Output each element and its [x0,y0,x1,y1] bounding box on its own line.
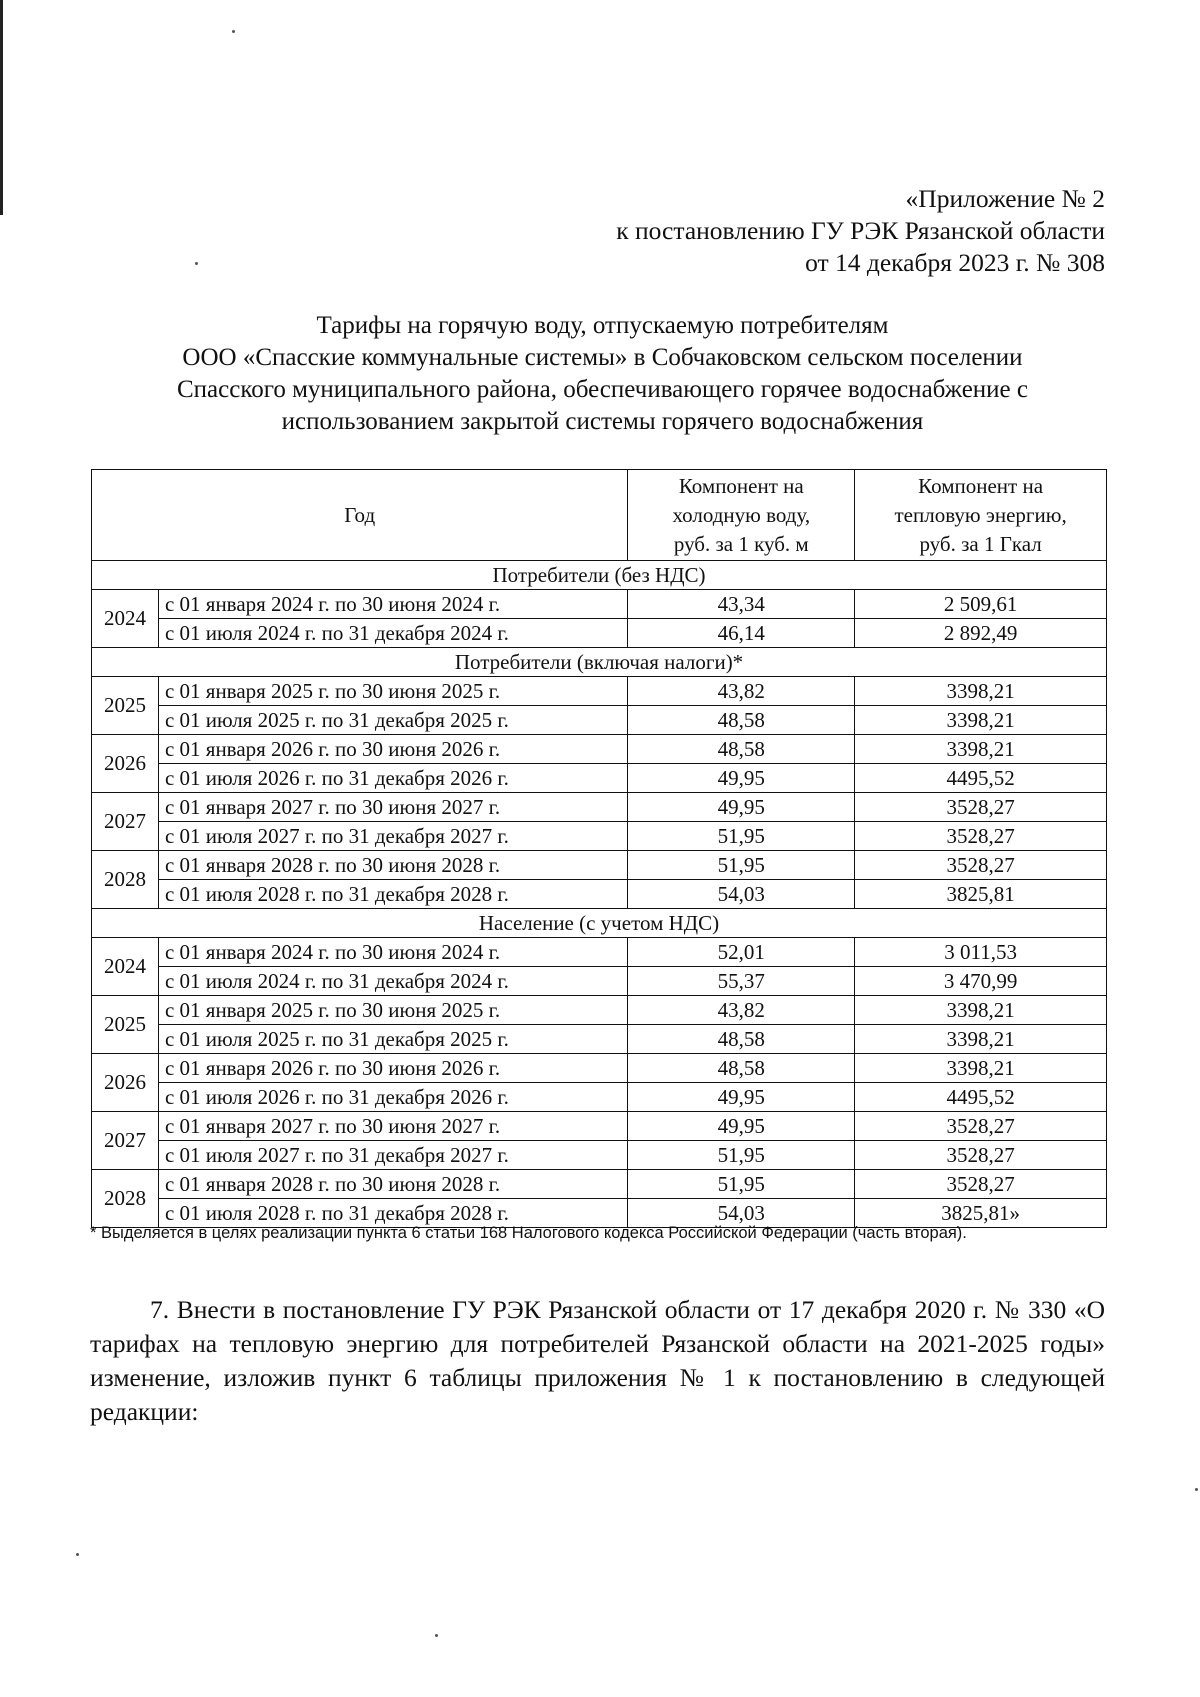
cold-water-cell: 43,82 [628,677,855,706]
period-cell: с 01 января 2024 г. по 30 июня 2024 г. [158,590,627,619]
cold-water-cell: 52,01 [628,938,855,967]
table-row [92,677,1107,706]
heat-energy-cell: 3825,81» [855,1199,1107,1228]
period-cell: с 01 июля 2024 г. по 31 декабря 2024 г. [158,967,627,996]
period-cell: с 01 января 2026 г. по 30 июня 2026 г. [158,735,627,764]
year-cell: 2024 [92,590,159,648]
table-row [92,938,1107,967]
period-cell: с 01 июля 2026 г. по 31 декабря 2026 г. [158,1083,627,1112]
period-cell: с 01 января 2025 г. по 30 июня 2025 г. [158,677,627,706]
cold-water-cell: 49,95 [628,793,855,822]
section-row [92,909,1107,938]
header-line: руб. за 1 Гкал [919,531,1042,556]
period-cell: с 01 июля 2026 г. по 31 декабря 2026 г. [158,764,627,793]
year-cell: 2025 [92,996,159,1054]
heat-energy-cell: 3528,27 [855,851,1107,880]
cold-water-cell: 51,95 [628,851,855,880]
heat-energy-cell: 3398,21 [855,996,1107,1025]
period-cell: с 01 июля 2027 г. по 31 декабря 2027 г. [158,822,627,851]
section-row [92,648,1107,677]
period-cell: с 01 января 2028 г. по 30 июня 2028 г. [158,851,627,880]
footnote: * Выделяется в целях реализации пункта 6 статьи 168 Налогового кодекса Российской Федерации (часть вторая). [90,1224,967,1242]
table-row [92,1141,1107,1170]
year-cell: 2025 [92,677,159,735]
period-cell: с 01 июля 2024 г. по 31 декабря 2024 г. [158,619,627,648]
table-row [92,1083,1107,1112]
header-year: Год [92,470,628,561]
period-cell: с 01 июля 2025 г. по 31 декабря 2025 г. [158,706,627,735]
table-row [92,706,1107,735]
section-row [92,561,1107,590]
cold-water-cell: 51,95 [628,1170,855,1199]
table-row [92,1054,1107,1083]
period-cell: с 01 января 2027 г. по 30 июня 2027 г. [158,1112,627,1141]
cold-water-cell: 43,82 [628,996,855,1025]
tariff-table [91,469,1107,1228]
heat-energy-cell: 3 011,53 [855,938,1107,967]
cold-water-cell: 48,58 [628,1054,855,1083]
table-row [92,793,1107,822]
year-cell: 2027 [92,1112,159,1170]
cold-water-cell: 49,95 [628,764,855,793]
appendix-title: «Приложение № 2 [905,184,1105,213]
period-cell: с 01 июля 2028 г. по 31 декабря 2028 г. [158,880,627,909]
cold-water-cell: 46,14 [628,619,855,648]
table-row [92,880,1107,909]
period-cell: с 01 января 2025 г. по 30 июня 2025 г. [158,996,627,1025]
table-row [92,764,1107,793]
table-row [92,822,1107,851]
table-row [92,619,1107,648]
section-title: Потребители (включая налоги)* [92,648,1107,677]
heat-energy-cell: 4495,52 [855,764,1107,793]
heat-energy-cell: 3 470,99 [855,967,1107,996]
period-cell: с 01 января 2024 г. по 30 июня 2024 г. [158,938,627,967]
heat-energy-cell: 3398,21 [855,1025,1107,1054]
heat-energy-cell: 3528,27 [855,822,1107,851]
scan-speck [1195,1488,1198,1491]
section-title: Потребители (без НДС) [92,561,1107,590]
title-line: использованием закрытой системы горячего водоснабжения [281,408,924,435]
year-cell: 2028 [92,1170,159,1228]
scan-speck [76,1553,79,1556]
header-line: руб. за 1 куб. м [673,531,809,556]
cold-water-cell: 48,58 [628,1025,855,1054]
heat-energy-cell: 3398,21 [855,677,1107,706]
period-cell: с 01 июля 2027 г. по 31 декабря 2027 г. [158,1141,627,1170]
heat-energy-cell: 3398,21 [855,1054,1107,1083]
heat-energy-cell: 4495,52 [855,1083,1107,1112]
period-cell: с 01 января 2026 г. по 30 июня 2026 г. [158,1054,627,1083]
section-title: Население (с учетом НДС) [92,909,1107,938]
year-cell: 2028 [92,851,159,909]
cold-water-cell: 54,03 [628,1199,855,1228]
table-row [92,1112,1107,1141]
header-line: Компонент на [678,473,804,498]
table-row [92,1170,1107,1199]
cold-water-cell: 54,03 [628,880,855,909]
heat-energy-cell: 3825,81 [855,880,1107,909]
table-row [92,996,1107,1025]
document-title [90,310,1115,438]
period-cell: с 01 января 2027 г. по 30 июня 2027 г. [158,793,627,822]
cold-water-cell: 49,95 [628,1083,855,1112]
title-line: ООО «Спасские коммунальные системы» в Собчаковском сельском поселении [182,344,1023,371]
header-heat-energy [855,470,1107,561]
table-row [92,851,1107,880]
cold-water-cell: 49,95 [628,1112,855,1141]
heat-energy-cell: 3398,21 [855,735,1107,764]
paragraph-7 [90,1293,1105,1429]
cold-water-cell: 48,58 [628,706,855,735]
cold-water-cell: 51,95 [628,822,855,851]
cold-water-cell: 48,58 [628,735,855,764]
cold-water-cell: 43,34 [628,590,855,619]
heat-energy-cell: 3528,27 [855,1141,1107,1170]
period-cell: с 01 января 2028 г. по 30 июня 2028 г. [158,1170,627,1199]
title-line: Тарифы на горячую воду, отпускаемую потребителям [316,312,889,339]
scan-speck [435,1634,438,1637]
scan-speck [195,262,198,265]
table-body [92,561,1107,1228]
heat-energy-cell: 3528,27 [855,1170,1107,1199]
table-row [92,967,1107,996]
header-cold-water [628,470,855,561]
appendix-reference: к постановлению ГУ РЭК Рязанской области [616,216,1105,245]
heat-energy-cell: 3398,21 [855,706,1107,735]
title-line: Спасского муниципального района, обеспечивающего горячее водоснабжение с [176,376,1028,403]
appendix-header [616,183,1105,279]
period-cell: с 01 июля 2028 г. по 31 декабря 2028 г. [158,1199,627,1228]
period-cell: с 01 июля 2025 г. по 31 декабря 2025 г. [158,1025,627,1054]
header-line: тепловую энергию, [894,502,1067,527]
cold-water-cell: 51,95 [628,1141,855,1170]
year-cell: 2024 [92,938,159,996]
heat-energy-cell: 3528,27 [855,793,1107,822]
year-cell: 2026 [92,1054,159,1112]
table-row [92,590,1107,619]
table-row [92,735,1107,764]
cold-water-cell: 55,37 [628,967,855,996]
heat-energy-cell: 2 892,49 [855,619,1107,648]
year-cell: 2026 [92,735,159,793]
heat-energy-cell: 3528,27 [855,1112,1107,1141]
table-header-row [92,470,1107,561]
paragraph-7-text: 7. Внести в постановление ГУ РЭК Рязанской области от 17 декабря 2020 г. № 330 «О тарифах на тепловую энергию для потребителей Рязанской области на 2021-2025 годы» изменение, изложив пункт 6 таблицы приложения № 1 к постановлению в следующей редакции: [90,1295,1105,1426]
header-line: Компонент на [918,473,1044,498]
heat-energy-cell: 2 509,61 [855,590,1107,619]
header-line: холодную воду, [672,502,811,527]
year-cell: 2027 [92,793,159,851]
scan-left-edge [0,0,3,215]
scan-speck [232,30,235,33]
appendix-date: от 14 декабря 2023 г. № 308 [805,248,1105,277]
table-row [92,1025,1107,1054]
